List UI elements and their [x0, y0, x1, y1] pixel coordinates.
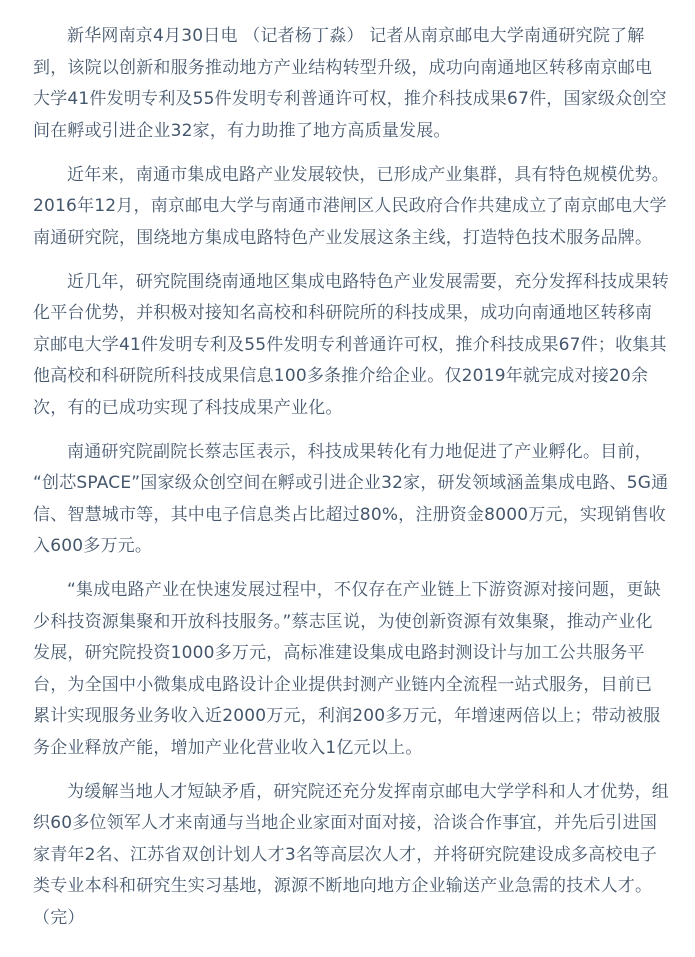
- article-paragraph-service-platform: “集成电路产业在快速发展过程中，不仅存在产业链上下游资源对接问题，更缺少科技资源集聚和开放科技服务。”蔡志匡说，为使创新资源有效集聚，推动产业化发展，研究院投资1000多万元，高标准建设集成电路封测设计与加工公共服务平台，为全国中小微集成电路设计企业提供封测产业链内全流程一站式服务，目前已累计实现服务业务收入近2000万元，利润200多万元，年增速两倍以上；带动被服务企业释放产能，增加产业化营业收入1亿元以上。: [33, 580, 661, 758]
- article-paragraph-tech-transfer: 近几年，研究院围绕南通地区集成电路特色产业发展需要，充分发挥科技成果转化平台优势，并积极对接知名高校和科研院所的科技成果，成功向南通地区转移南京邮电大学41件发明专利及55件发明专利普通许可权，推介科技成果67件；收集其他高校和科研院所科技成果信息100多条推介给企业。仅2019年就完成对接20余次，有的已成功实现了科技成果产业化。: [33, 271, 669, 418]
- article-paragraph-incubation: 南通研究院副院长蔡志匡表示，科技成果转化有力地促进了产业孵化。目前，“创芯SPACE”国家级众创空间在孵或引进企业32家，研发领域涵盖集成电路、5G通信、智慧城市等，其中电子信息类占比超过80%，注册资金8000万元，实现销售收入600多万元。: [33, 441, 669, 556]
- article-body: [33, 21, 669, 934]
- article-paragraph-industry-background: 近年来，南通市集成电路产业发展较快，已形成产业集群，具有特色规模优势。2016年12月，南京邮电大学与南通市港闸区人民政府合作共建成立了南京邮电大学南通研究院，围绕地方集成电路特色产业发展这条主线，打造特色技术服务品牌。: [33, 164, 669, 248]
- article-paragraph-lede: 新华网南京4月30日电 （记者杨丁淼） 记者从南京邮电大学南通研究院了解到，该院以创新和服务推动地方产业结构转型升级，成功向南通地区转移南京邮电大学41件发明专利及55件发明专利普通许可权，推介科技成果67件，国家级众创空间在孵或引进企业32家，有力助推了地方高质量发展。: [33, 26, 667, 141]
- article-paragraph-talent: 为缓解当地人才短缺矛盾，研究院还充分发挥南京邮电大学学科和人才优势，组织60多位领军人才来南通与当地企业家面对面对接，洽谈合作事宜，并先后引进国家青年2名、江苏省双创计划人才3名等高层次人才，并将研究院建设成多高校电子类专业本科和研究生实习基地，源源不断地向地方企业输送产业急需的技术人才。 （完）: [33, 781, 669, 928]
